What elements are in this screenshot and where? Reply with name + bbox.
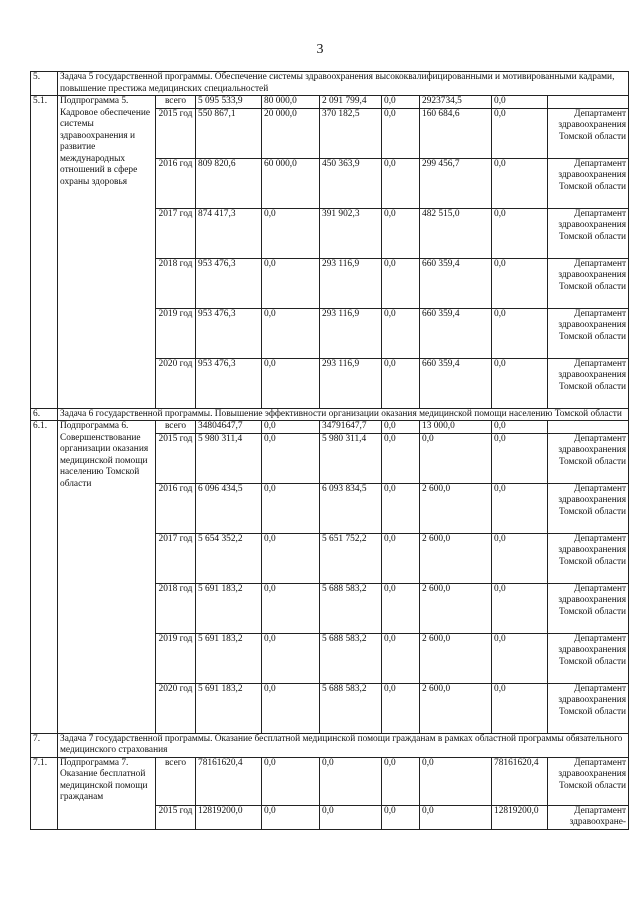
year-cell: всего [156, 421, 196, 434]
value-cell: 0,0 [382, 158, 420, 208]
value-cell: 34804647,7 [196, 421, 262, 434]
value-cell: 0,0 [492, 633, 548, 683]
value-cell: 5 688 583,2 [320, 633, 382, 683]
value-cell: 0,0 [382, 208, 420, 258]
subprogram-number: 5.1. [31, 96, 58, 409]
task-text: Задача 5 государственной программы. Обеспечение системы здравоохранения высококвалифицированными и мотивированными кадрами, повышение престижа медицинских специальностей [58, 72, 629, 96]
value-cell: 5 095 533,9 [196, 96, 262, 109]
value-cell: 0,0 [382, 108, 420, 158]
subprogram-name: Подпрограмма 5. Кадровое обеспечение системы здравоохранения и развитие международных отношений в сфере охраны здоровья [58, 96, 156, 409]
task-number: 6. [31, 408, 58, 421]
value-cell: 160 684,6 [420, 108, 492, 158]
value-cell: 2 600,0 [420, 633, 492, 683]
value-cell: 0,0 [262, 433, 320, 483]
year-cell: 2015 год [156, 433, 196, 483]
value-cell: 5 980 311,4 [320, 433, 382, 483]
value-cell: 809 820,6 [196, 158, 262, 208]
department-cell: Департамент здравоохранения Томской области [548, 158, 629, 208]
value-cell: 5 654 352,2 [196, 533, 262, 583]
department-cell: Департамент здравоохранения Томской области [548, 208, 629, 258]
value-cell: 0,0 [382, 96, 420, 109]
value-cell: 0,0 [492, 208, 548, 258]
value-cell: 0,0 [420, 433, 492, 483]
value-cell: 0,0 [262, 533, 320, 583]
value-cell: 80 000,0 [262, 96, 320, 109]
value-cell: 0,0 [262, 483, 320, 533]
task-text: Задача 7 государственной программы. Оказание бесплатной медицинской помощи гражданам в рамках областной программы обязательного медицинского страхования [58, 733, 629, 757]
value-cell: 0,0 [262, 683, 320, 733]
value-cell: 0,0 [492, 96, 548, 109]
value-cell: 5 688 583,2 [320, 683, 382, 733]
value-cell: 0,0 [492, 308, 548, 358]
subprogram-name: Подпрограмма 6. Совершенствование организации оказания медицинской помощи населению Томской области [58, 421, 156, 734]
year-cell: 2020 год [156, 358, 196, 408]
year-cell: 2019 год [156, 633, 196, 683]
value-cell: 293 116,9 [320, 258, 382, 308]
budget-table-body [31, 72, 629, 830]
value-cell: 0,0 [420, 805, 492, 829]
value-cell: 0,0 [492, 483, 548, 533]
year-cell: 2019 год [156, 308, 196, 358]
year-cell: 2017 год [156, 208, 196, 258]
department-cell: Департамент здравоохранения Томской области [548, 583, 629, 633]
value-cell: 450 363,9 [320, 158, 382, 208]
value-cell: 0,0 [492, 421, 548, 434]
department-cell [548, 96, 629, 109]
value-cell: 2 600,0 [420, 483, 492, 533]
value-cell: 0,0 [382, 583, 420, 633]
value-cell: 0,0 [382, 483, 420, 533]
year-cell: 2015 год [156, 805, 196, 829]
budget-table [30, 71, 629, 830]
value-cell: 293 116,9 [320, 358, 382, 408]
value-cell: 0,0 [262, 358, 320, 408]
department-cell: Департамент здравоохранения Томской области [548, 633, 629, 683]
table-row [31, 96, 629, 109]
value-cell: 0,0 [382, 433, 420, 483]
value-cell: 0,0 [320, 805, 382, 829]
value-cell: 299 456,7 [420, 158, 492, 208]
department-cell: Департамент здравоохранения Томской области [548, 258, 629, 308]
value-cell: 0,0 [262, 208, 320, 258]
value-cell: 0,0 [492, 433, 548, 483]
value-cell: 0,0 [382, 258, 420, 308]
value-cell: 953 476,3 [196, 358, 262, 408]
value-cell: 0,0 [420, 757, 492, 805]
value-cell: 5 651 752,2 [320, 533, 382, 583]
value-cell: 5 688 583,2 [320, 583, 382, 633]
value-cell: 0,0 [320, 757, 382, 805]
department-cell: Департамент здравоохранения Томской области [548, 308, 629, 358]
task-number: 5. [31, 72, 58, 96]
value-cell: 78161620,4 [196, 757, 262, 805]
value-cell: 0,0 [382, 757, 420, 805]
value-cell: 0,0 [382, 533, 420, 583]
value-cell: 5 691 183,2 [196, 633, 262, 683]
value-cell: 6 093 834,5 [320, 483, 382, 533]
value-cell: 5 980 311,4 [196, 433, 262, 483]
value-cell: 2 600,0 [420, 583, 492, 633]
value-cell: 0,0 [492, 258, 548, 308]
value-cell: 0,0 [492, 158, 548, 208]
department-cell: Департамент здравоохранения Томской области [548, 433, 629, 483]
year-cell: 2015 год [156, 108, 196, 158]
table-row [31, 421, 629, 434]
value-cell: 0,0 [262, 308, 320, 358]
value-cell: 660 359,4 [420, 308, 492, 358]
value-cell: 874 417,3 [196, 208, 262, 258]
value-cell: 391 902,3 [320, 208, 382, 258]
year-cell: 2017 год [156, 533, 196, 583]
value-cell: 550 867,1 [196, 108, 262, 158]
value-cell: 60 000,0 [262, 158, 320, 208]
value-cell: 12819200,0 [492, 805, 548, 829]
value-cell: 0,0 [262, 421, 320, 434]
department-cell: Департамент здравоохранения Томской области [548, 757, 629, 805]
department-cell: Департамент здравоохранения Томской области [548, 683, 629, 733]
department-cell: Департамент здравоохранения Томской области [548, 358, 629, 408]
value-cell: 5 691 183,2 [196, 683, 262, 733]
value-cell: 2 600,0 [420, 533, 492, 583]
subprogram-number: 7.1. [31, 757, 58, 829]
department-cell: Департамент здравоохранения Томской области [548, 533, 629, 583]
value-cell: 0,0 [262, 757, 320, 805]
year-cell: 2016 год [156, 483, 196, 533]
page-number: 3 [316, 42, 324, 57]
value-cell: 0,0 [492, 108, 548, 158]
value-cell: 6 096 434,5 [196, 483, 262, 533]
value-cell: 953 476,3 [196, 258, 262, 308]
task-text: Задача 6 государственной программы. Повышение эффективности организации оказания медицинской помощи населению Томской области [58, 408, 629, 421]
value-cell: 0,0 [382, 805, 420, 829]
subprogram-number: 6.1. [31, 421, 58, 734]
value-cell: 0,0 [382, 683, 420, 733]
department-cell: Департамент здравоохранения Томской области [548, 483, 629, 533]
value-cell: 5 691 183,2 [196, 583, 262, 633]
value-cell: 0,0 [382, 421, 420, 434]
value-cell: 12819200,0 [196, 805, 262, 829]
value-cell: 0,0 [262, 805, 320, 829]
task-row [31, 733, 629, 757]
value-cell: 34791647,7 [320, 421, 382, 434]
value-cell: 0,0 [382, 633, 420, 683]
value-cell: 370 182,5 [320, 108, 382, 158]
value-cell: 293 116,9 [320, 308, 382, 358]
value-cell: 0,0 [382, 308, 420, 358]
year-cell: 2016 год [156, 158, 196, 208]
year-cell: 2018 год [156, 258, 196, 308]
value-cell: 482 515,0 [420, 208, 492, 258]
value-cell: 0,0 [492, 358, 548, 408]
year-cell: 2020 год [156, 683, 196, 733]
value-cell: 2923734,5 [420, 96, 492, 109]
value-cell: 78161620,4 [492, 757, 548, 805]
value-cell: 0,0 [382, 358, 420, 408]
department-cell: Департамент здравоохране- [548, 805, 629, 829]
value-cell: 660 359,4 [420, 358, 492, 408]
value-cell: 0,0 [492, 583, 548, 633]
value-cell: 2 091 799,4 [320, 96, 382, 109]
value-cell: 0,0 [492, 533, 548, 583]
table-row [31, 757, 629, 805]
year-cell: всего [156, 757, 196, 805]
value-cell: 0,0 [262, 258, 320, 308]
task-number: 7. [31, 733, 58, 757]
year-cell: всего [156, 96, 196, 109]
department-cell: Департамент здравоохранения Томской области [548, 108, 629, 158]
value-cell: 0,0 [492, 683, 548, 733]
subprogram-name: Подпрограмма 7. Оказание бесплатной медицинской помощи гражданам [58, 757, 156, 829]
value-cell: 660 359,4 [420, 258, 492, 308]
value-cell: 0,0 [262, 633, 320, 683]
year-cell: 2018 год [156, 583, 196, 633]
value-cell: 953 476,3 [196, 308, 262, 358]
task-row [31, 72, 629, 96]
department-cell [548, 421, 629, 434]
task-row [31, 408, 629, 421]
value-cell: 20 000,0 [262, 108, 320, 158]
value-cell: 13 000,0 [420, 421, 492, 434]
value-cell: 2 600,0 [420, 683, 492, 733]
value-cell: 0,0 [262, 583, 320, 633]
